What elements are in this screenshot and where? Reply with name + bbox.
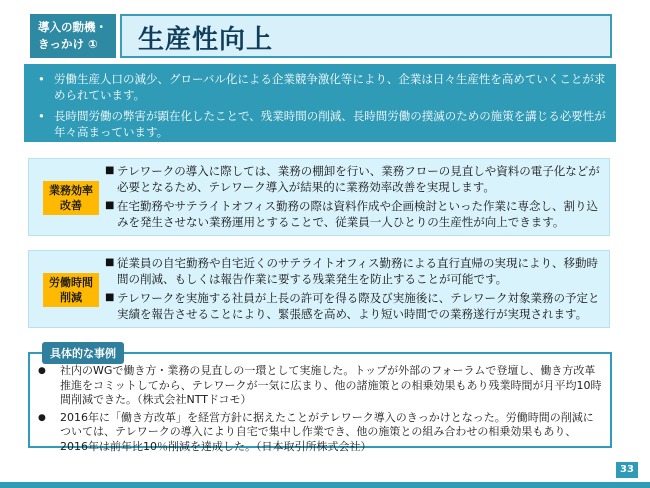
panel-item: ■ 在宅勤務やサテライトオフィス勤務の際は資料作成や企画検討といった作業に専念し、割り込みを発生させない業務運用とすることで、従業員一人ひとりの生産性が向上できます。 — [105, 198, 601, 230]
bottom-rule — [0, 482, 650, 488]
panel-tag-line1: 労働時間 — [49, 276, 93, 289]
examples-list — [38, 364, 602, 457]
panel-item: ■ テレワークの導入に際しては、業務の棚卸を行い、業務フローの見直しや資料の電子化などが必要となるため、テレワーク導入が結果的に業務効率改善を実現します。 — [105, 163, 601, 195]
intro-bullet: • 労働生産人口の減少、グローバル化による企業競争激化等により、企業は日々生産性を高めていくことが求められています。 — [54, 71, 606, 103]
intro-box — [24, 64, 616, 142]
panel-hours — [28, 250, 610, 328]
page-title: 生産性向上 — [138, 25, 274, 55]
section-tag-line2: きっかけ ① — [38, 37, 98, 51]
panel-item: ■ テレワークを実施する社員が上長の許可を得る際及び実施後に、テレワーク対象業務の予定と実績を報告させることにより、緊張感を高め、より短い時間での業務遂行が実現されます。 — [105, 290, 601, 322]
panel-item: ■ 従業員の自宅勤務や自宅近くのサテライトオフィス勤務による直行直帰の実現により、移動時間の削減、もしくは報告作業に要する残業発生を防止することが可能です。 — [105, 255, 601, 287]
panel-list — [105, 163, 601, 233]
panel-tag-line2: 削減 — [60, 291, 82, 304]
example-item: ● 社内のWGで働き方・業務の見直しの一環として実施した。トップが外部のフォーラムで登壇し、働き方改革推進をコミットしてから、テレワークが一気に広まり、他の諸施策との相乗効果もあり残業時間が月平均10時間削減できた。（株式会社NTTドコモ） — [38, 364, 602, 408]
panel-list — [105, 255, 601, 325]
panel-tag — [43, 273, 99, 307]
section-tag — [30, 14, 116, 58]
page-number: 33 — [616, 462, 638, 478]
panel-tag — [43, 181, 99, 215]
panel-tag-line2: 改善 — [60, 199, 82, 212]
panel-efficiency — [28, 158, 610, 236]
examples-box — [28, 352, 612, 453]
examples-label: 具体的な事例 — [42, 342, 124, 364]
example-item: ● 2016年に「働き方改革」を経営方針に据えたことがテレワーク導入のきっかけとなった。労働時間の削減については、テレワークの導入により自宅で集中し作業でき、他の施策との組み合わせの相乗効果もあり、2016年は前年比10％削減を達成した。（日本取引所株式会社） — [38, 411, 602, 455]
section-tag-line1: 導入の動機・ — [38, 20, 107, 34]
panel-tag-line1: 業務効率 — [49, 184, 93, 197]
title-box — [120, 14, 612, 58]
intro-bullet: • 長時間労働の弊害が顕在化したことで、残業時間の削減、長時間労働の撲滅のための施策を講じる必要性が年々高まっています。 — [54, 108, 606, 140]
